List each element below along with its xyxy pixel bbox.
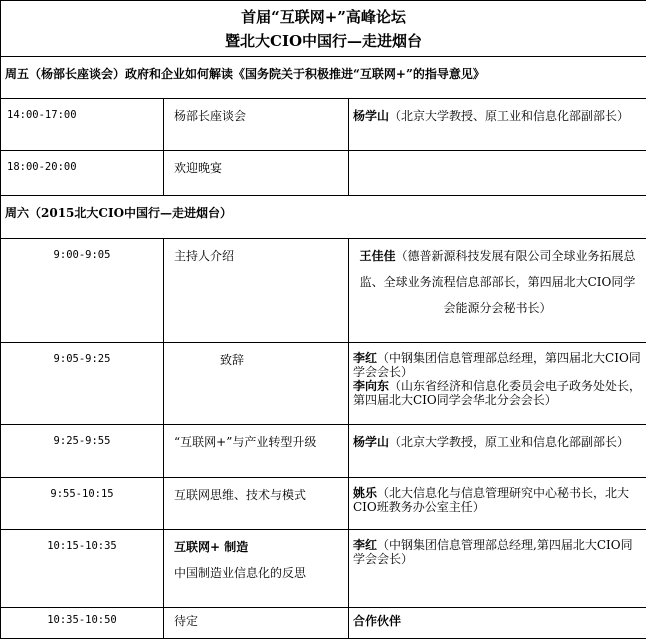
topic-title: 互联网+ 制造 (174, 534, 348, 560)
title-line-2: 暨北大CIO中国行—走进烟台 (1, 29, 646, 53)
speaker-entry (353, 379, 642, 407)
topic-cell: 互联网思维、技术与模式 (164, 478, 349, 530)
speaker-name: 王佳佳 (360, 249, 396, 263)
topic-cell: “互联网+”与产业转型升级 (164, 425, 349, 478)
speaker-desc: （北京大学教授、原工业和信息化部副部长） (389, 109, 629, 123)
speaker-cell (349, 425, 646, 478)
speaker-name: 杨学山 (353, 109, 389, 123)
time-cell: 9:00-9:05 (1, 239, 164, 343)
speaker-cell (349, 343, 646, 425)
speaker-name: 姚乐 (353, 486, 377, 500)
title-line-1: 首届“互联网+”高峰论坛 (1, 5, 646, 29)
speaker-name: 李向东 (353, 379, 389, 393)
time-cell: 10:35-10:50 (1, 608, 164, 639)
speaker-cell (349, 99, 646, 151)
speaker-desc: （德普新源科技发展有限公司全球业务拓展总监、全球业务流程信息部部长，第四届北大CIO同学会能源分会秘书长） (360, 249, 636, 315)
time-cell: 9:55-10:15 (1, 478, 164, 530)
speaker-cell (349, 239, 646, 343)
topic-cell: 待定 (164, 608, 349, 639)
speaker-cell (349, 530, 646, 608)
time-cell: 10:15-10:35 (1, 530, 164, 608)
speaker-name: 李红 (353, 538, 377, 552)
time-cell: 18:00-20:00 (1, 151, 164, 196)
friday-header: 周五（杨部长座谈会）政府和企业如何解读《国务院关于积极推进“互联网+”的指导意见》 (1, 57, 646, 99)
topic-cell (164, 530, 349, 608)
topic-cell: 主持人介绍 (164, 239, 349, 343)
speaker-desc: （北大信息化与信息管理研究中心秘书长，北大CIO班教务办公室主任） (353, 486, 629, 514)
topic-cell: 杨部长座谈会 (164, 99, 349, 151)
saturday-header: 周六（2015北大CIO中国行—走进烟台） (1, 196, 646, 239)
speaker-cell (349, 151, 646, 196)
topic-text: 中国制造业信息化的反思 (174, 560, 348, 586)
speaker-entry (353, 351, 642, 379)
speaker-desc: （山东省经济和信息化委员会电子政务处处长，第四届北大CIO同学会华北分会会长） (353, 379, 641, 407)
speaker-cell (349, 608, 646, 639)
topic-cell: 欢迎晚宴 (164, 151, 349, 196)
speaker-name: 合作伙伴 (353, 614, 401, 628)
topic-cell: 致辞 (164, 343, 349, 425)
speaker-desc: （中钢集团信息管理部总经理，第四届北大CIO同学会会长） (353, 351, 641, 379)
page-title (1, 1, 646, 57)
speaker-name: 李红 (353, 351, 377, 365)
speaker-name: 杨学山 (353, 435, 389, 449)
time-cell: 9:05-9:25 (1, 343, 164, 425)
time-cell: 9:25-9:55 (1, 425, 164, 478)
speaker-desc: （中钢集团信息管理部总经理,第四届北大CIO同学会会长） (353, 538, 633, 566)
time-cell: 14:00-17:00 (1, 99, 164, 151)
speaker-cell (349, 478, 646, 530)
speaker-desc: （北京大学教授，原工业和信息化部副部长） (389, 435, 629, 449)
